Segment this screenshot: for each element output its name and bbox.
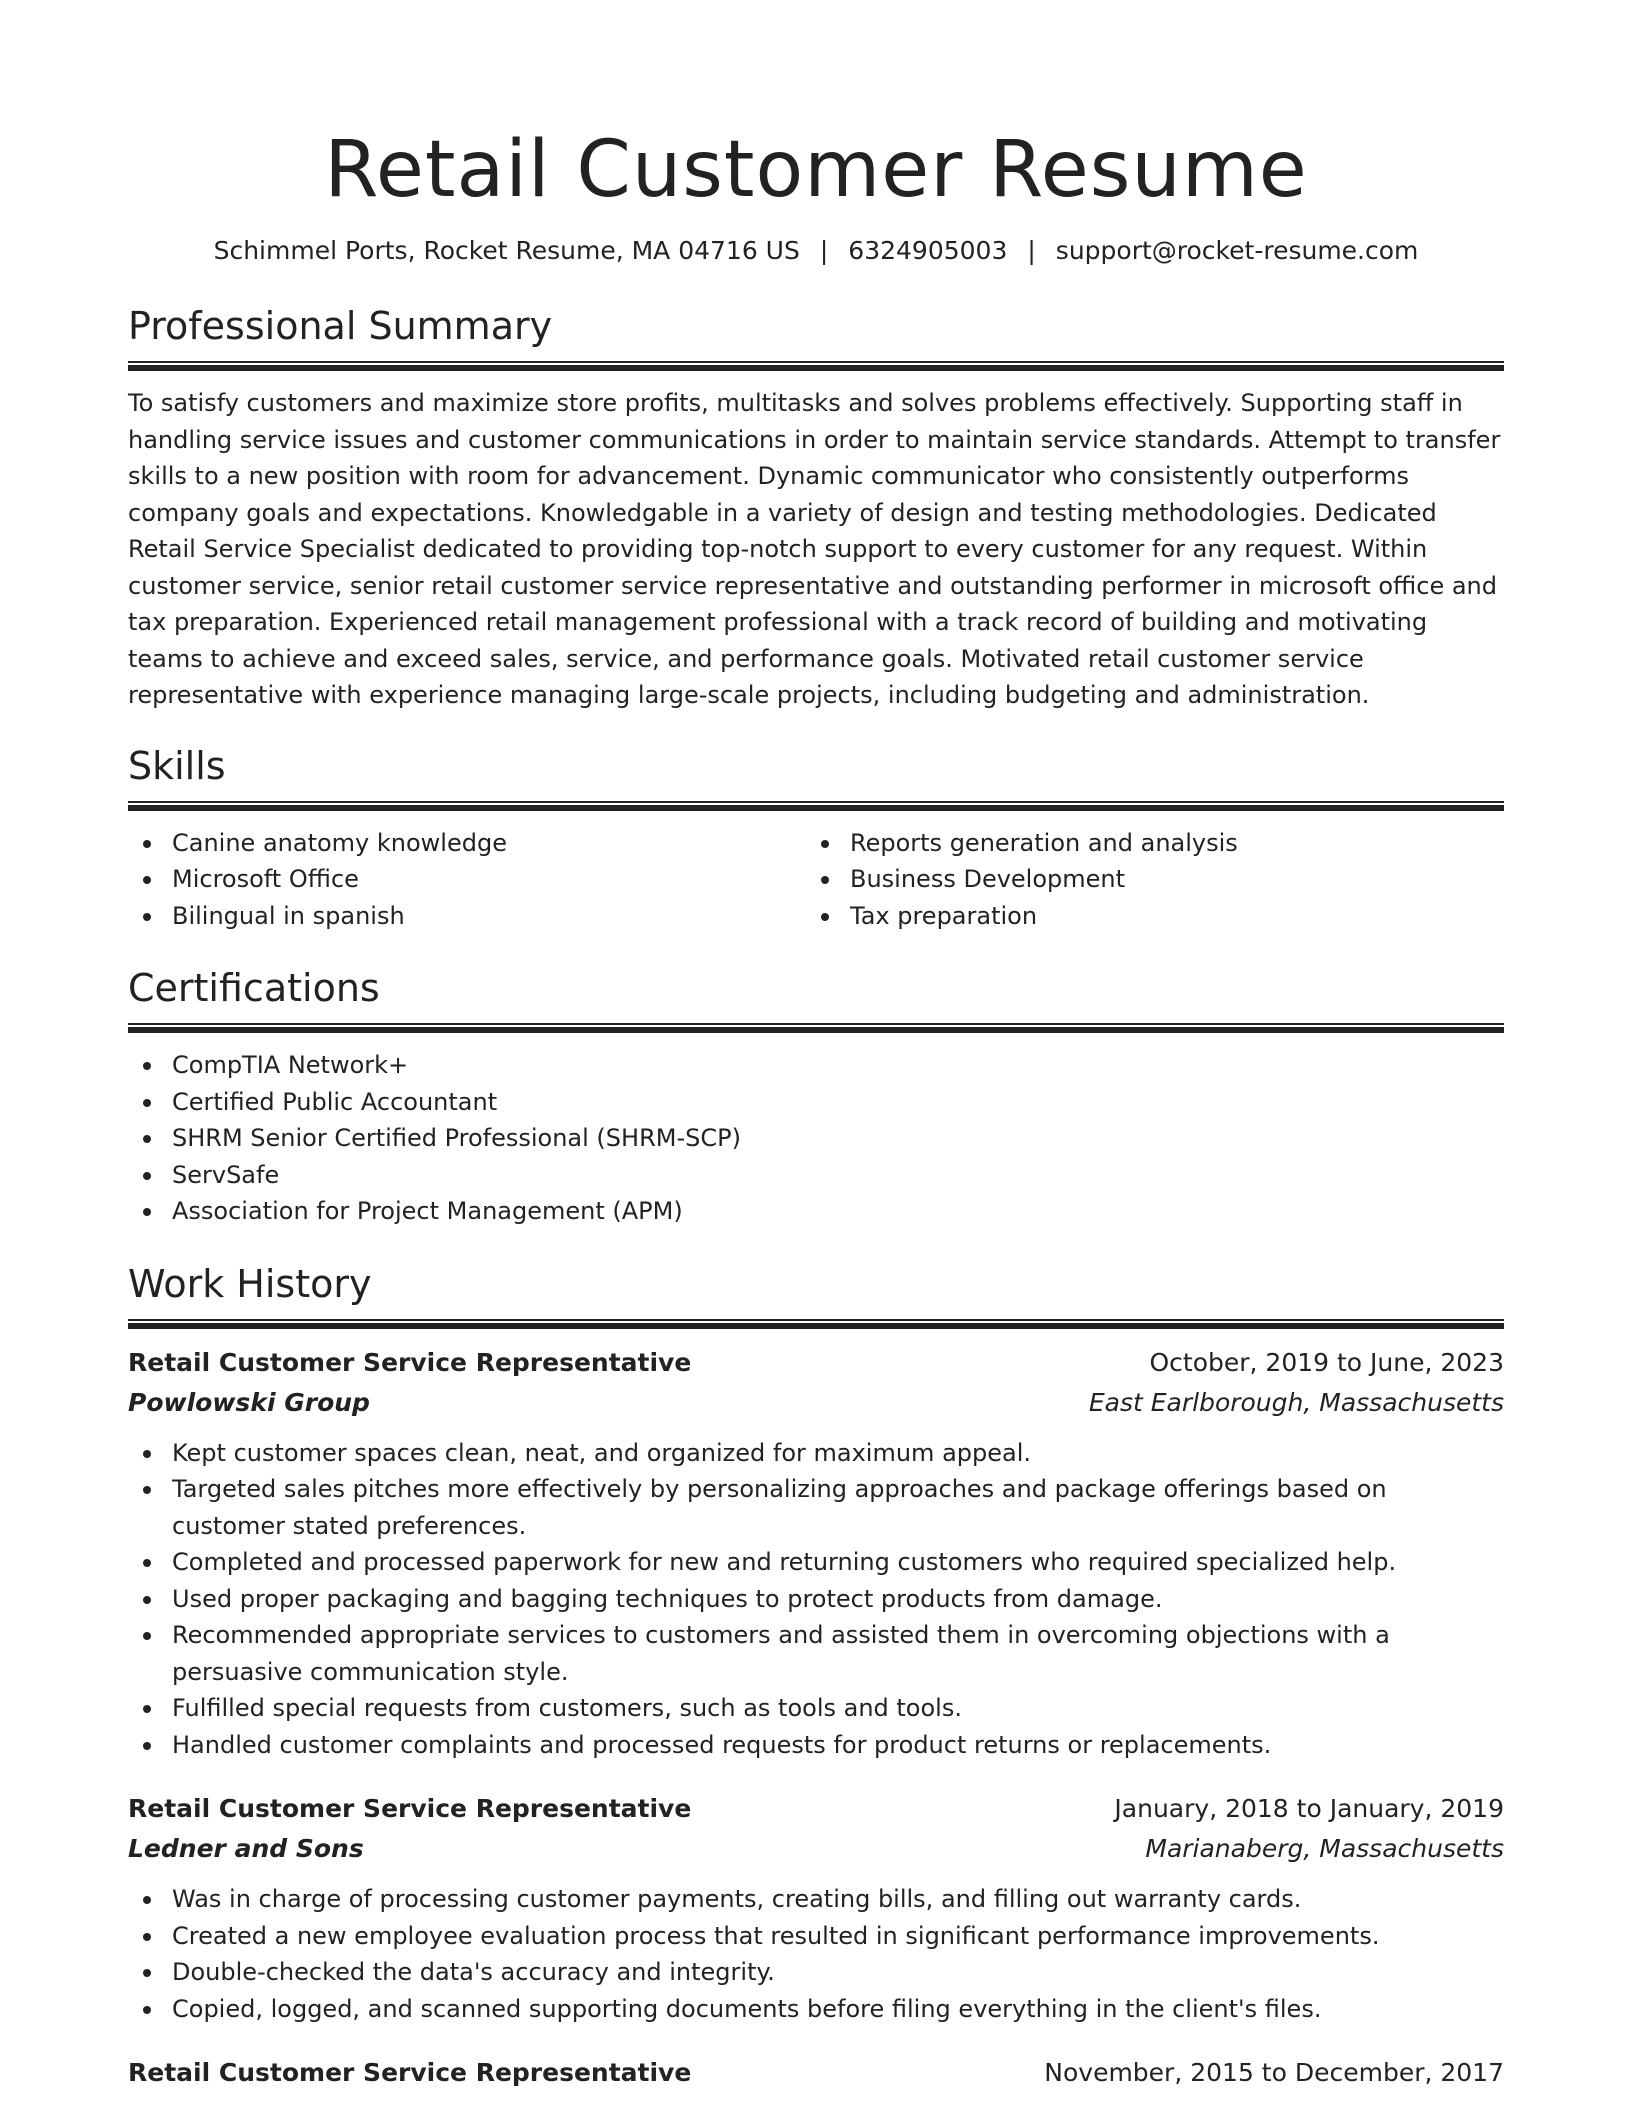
job-header [128,1789,1504,1829]
job-bullet: Used proper packaging and bagging techniques to protect products from damage. [128,1581,1504,1618]
certifications-section [128,964,1504,1230]
skills-section [128,742,1504,935]
contact-line [128,234,1504,268]
contact-email: support@rocket-resume.com [1055,236,1419,265]
job-bullet: Was in charge of processing customer payments, creating bills, and filling out warranty cards. [128,1881,1504,1918]
contact-phone: 6324905003 [848,236,1008,265]
skill-item: Reports generation and analysis [806,825,1484,862]
skill-item: Bilingual in spanish [128,898,806,935]
job-subheader [128,1829,1504,1869]
job-bullet: Handled customer complaints and processed requests for product returns or replacements. [128,1727,1504,1764]
job-bullet: Kept customer spaces clean, neat, and organized for maximum appeal. [128,1435,1504,1472]
skills-column-left [128,825,806,935]
section-divider [128,1319,1504,1329]
job-dates: October, 2019 to June, 2023 [1149,1347,1504,1377]
job-entry [128,1789,1504,2027]
section-divider [128,1023,1504,1033]
work-history-section [128,1260,1504,2094]
certification-item: ServSafe [128,1157,1504,1194]
job-title: Retail Customer Service Representative [128,1794,692,1823]
resume-page [128,0,1504,2093]
job-entry [128,2053,1504,2093]
skill-item: Canine anatomy knowledge [128,825,806,862]
job-location: Marianaberg, Massachusetts [1145,1834,1504,1863]
summary-section [128,302,1504,714]
job-bullet: Double-checked the data's accuracy and integrity. [128,1954,1504,1991]
job-bullets [128,1881,1504,2027]
contact-separator: | [819,236,829,265]
work-history-heading: Work History [128,1261,372,1306]
skills-heading: Skills [128,743,226,788]
summary-heading: Professional Summary [128,304,553,348]
job-bullet: Created a new employee evaluation process that resulted in significant performance improvements. [128,1918,1504,1955]
job-company: Ledner and Sons [128,1834,364,1863]
resume-title: Retail Customer Resume [324,125,1308,215]
skills-grid [128,825,1504,935]
contact-separator: | [1027,236,1036,265]
certifications-list [128,1047,1504,1230]
job-bullet: Copied, logged, and scanned supporting documents before filing everything in the client's files. [128,1991,1504,2028]
certifications-heading: Certifications [128,966,380,1010]
skill-item: Microsoft Office [128,861,806,898]
certification-item: Certified Public Accountant [128,1084,1504,1121]
section-divider [128,801,1504,811]
job-subheader [128,1383,1504,1423]
job-bullet: Completed and processed paperwork for new and returning customers who required specialized help. [128,1544,1504,1581]
skill-item: Tax preparation [806,898,1484,935]
section-divider [128,361,1504,371]
job-bullets [128,1435,1504,1764]
certification-item: CompTIA Network+ [128,1047,1504,1084]
job-bullet: Fulfilled special requests from customers, such as tools and tools. [128,1690,1504,1727]
job-header [128,2053,1504,2093]
job-company: Powlowski Group [128,1387,370,1417]
job-entry [128,1343,1504,1764]
summary-text: To satisfy customers and maximize store profits, multitasks and solves problems effectively. Supporting staff in handling service issues and customer communications in order to maintain service standards. Attempt to transfer skills to a new position with room for advancement. Dynamic communicator who consistently outperforms company goals and expectations. Knowledgable in a variety of design and testing methodologies. Dedicated Retail Service Specialist dedicated to providing top-notch support to every customer for any request. Within customer service, senior retail customer service representative and outstanding performer in microsoft office and tax preparation. Experienced retail management professional with a track record of building and motivating teams to achieve and exceed sales, service, and performance goals. Motivated retail customer service representative with experience managing large-scale projects, including budgeting and administration. [128,389,1501,709]
job-bullet: Recommended appropriate services to customers and assisted them in overcoming objections with a persuasive communication style. [128,1617,1504,1690]
job-title: Retail Customer Service Representative [128,2058,692,2087]
job-dates: November, 2015 to December, 2017 [1044,2058,1504,2087]
job-location: East Earlborough, Massachusetts [1088,1387,1504,1417]
certification-item: Association for Project Management (APM) [128,1193,1504,1230]
contact-address: Schimmel Ports, Rocket Resume, MA 04716 US [213,236,800,265]
job-title: Retail Customer Service Representative [128,1347,692,1377]
skills-column-right [806,825,1484,935]
certification-item: SHRM Senior Certified Professional (SHRM-SCP) [128,1120,1504,1157]
job-dates: January, 2018 to January, 2019 [1114,1794,1504,1823]
job-bullet: Targeted sales pitches more effectively by personalizing approaches and package offerings based on customer stated preferences. [128,1471,1504,1544]
job-header [128,1343,1504,1383]
skill-item: Business Development [806,861,1484,898]
